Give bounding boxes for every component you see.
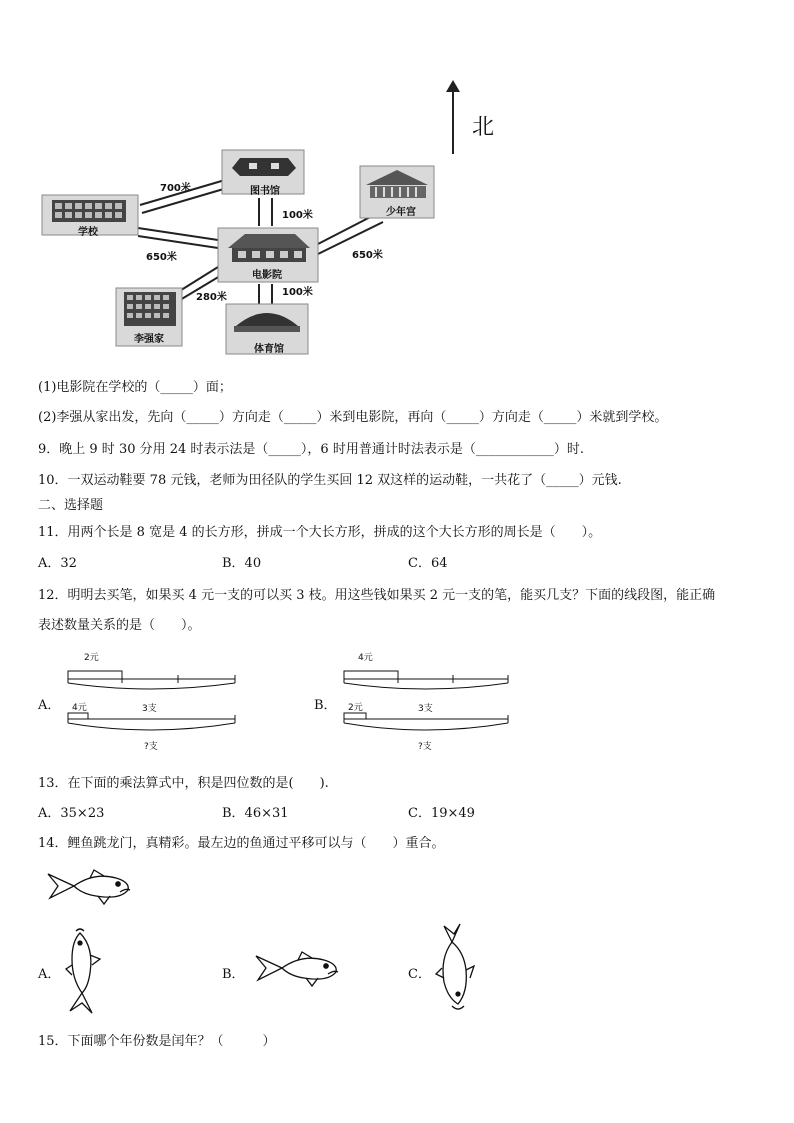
liqiang-home-label: 李强家	[134, 334, 164, 345]
option-b: B．	[314, 698, 337, 713]
option-b: B．	[222, 967, 245, 982]
section-heading: 二、选择题	[38, 498, 104, 513]
option-b: B．40	[222, 556, 262, 571]
option-c: C．64	[408, 556, 448, 571]
segment-label: ?支	[144, 742, 158, 752]
question-text: (2)李强从家出发，先向（_____）方向走（_____）米到电影院，再向（_____）方向走（_____）米就到学校。	[38, 410, 668, 425]
option-a: A．32	[38, 556, 77, 571]
option-c: C．19×49	[408, 806, 475, 821]
option-a: A．	[38, 698, 61, 713]
question-text: 表述数量关系的是（ ）。	[38, 618, 201, 633]
distance-label: 650米	[146, 252, 177, 263]
question-text: 11．用两个长是 8 宽是 4 的长方形，拼成一个大长方形，拼成的这个大长方形的周长是（ ）。	[38, 525, 602, 540]
fish-illustration	[44, 864, 134, 909]
segment-label: ?支	[418, 742, 432, 752]
option-b: B．46×31	[222, 806, 289, 821]
distance-label: 650米	[352, 250, 383, 261]
question-text: 9．晚上 9 时 30 分用 24 时表示法是（_____），6 时用普通计时法表示是（____________）时.	[38, 442, 584, 457]
question-text: 14．鲤鱼跳龙门，真精彩。最左边的鱼通过平移可以与（ ）重合。	[38, 836, 445, 851]
fish-option-b	[252, 946, 342, 991]
fish-option-a	[58, 925, 108, 1015]
option-a: A．	[38, 967, 61, 982]
option-c: C．	[408, 967, 431, 982]
segment-label: 4元	[358, 653, 373, 663]
map-figure	[0, 0, 794, 370]
question-text: 10．一双运动鞋要 78 元钱，老师为田径队的学生买回 12 双这样的运动鞋，一共花了（_____）元钱.	[38, 473, 622, 488]
school-label: 学校	[78, 227, 98, 238]
library-label: 图书馆	[250, 186, 280, 197]
cinema-label: 电影院	[252, 270, 282, 281]
segment-label: 2元	[348, 703, 363, 713]
option-a: A．35×23	[38, 806, 105, 821]
distance-label: 700米	[160, 183, 191, 194]
question-text: 12．明明去买笔，如果买 4 元一支的可以买 3 枝。用这些钱如果买 2 元一支的笔，能买几支？下面的线段图，能正确	[38, 588, 716, 603]
question-text: 13．在下面的乘法算式中，积是四位数的是( ).	[38, 776, 329, 791]
question-text: 15．下面哪个年份数是闰年？（ ）	[38, 1034, 276, 1049]
segment-label: 3支	[142, 704, 157, 714]
youth-palace-label: 少年宫	[386, 207, 416, 218]
segment-label: 3支	[418, 704, 433, 714]
fish-option-c	[430, 922, 480, 1014]
north-label: 北	[472, 115, 495, 140]
distance-label: 280米	[196, 292, 227, 303]
question-text: (1)电影院在学校的（_____）面；	[38, 380, 232, 395]
segment-label: 4元	[72, 703, 87, 713]
distance-label: 100米	[282, 287, 313, 298]
distance-label: 100米	[282, 210, 313, 221]
segment-label: 2元	[84, 653, 99, 663]
gym-label: 体育馆	[254, 344, 284, 355]
